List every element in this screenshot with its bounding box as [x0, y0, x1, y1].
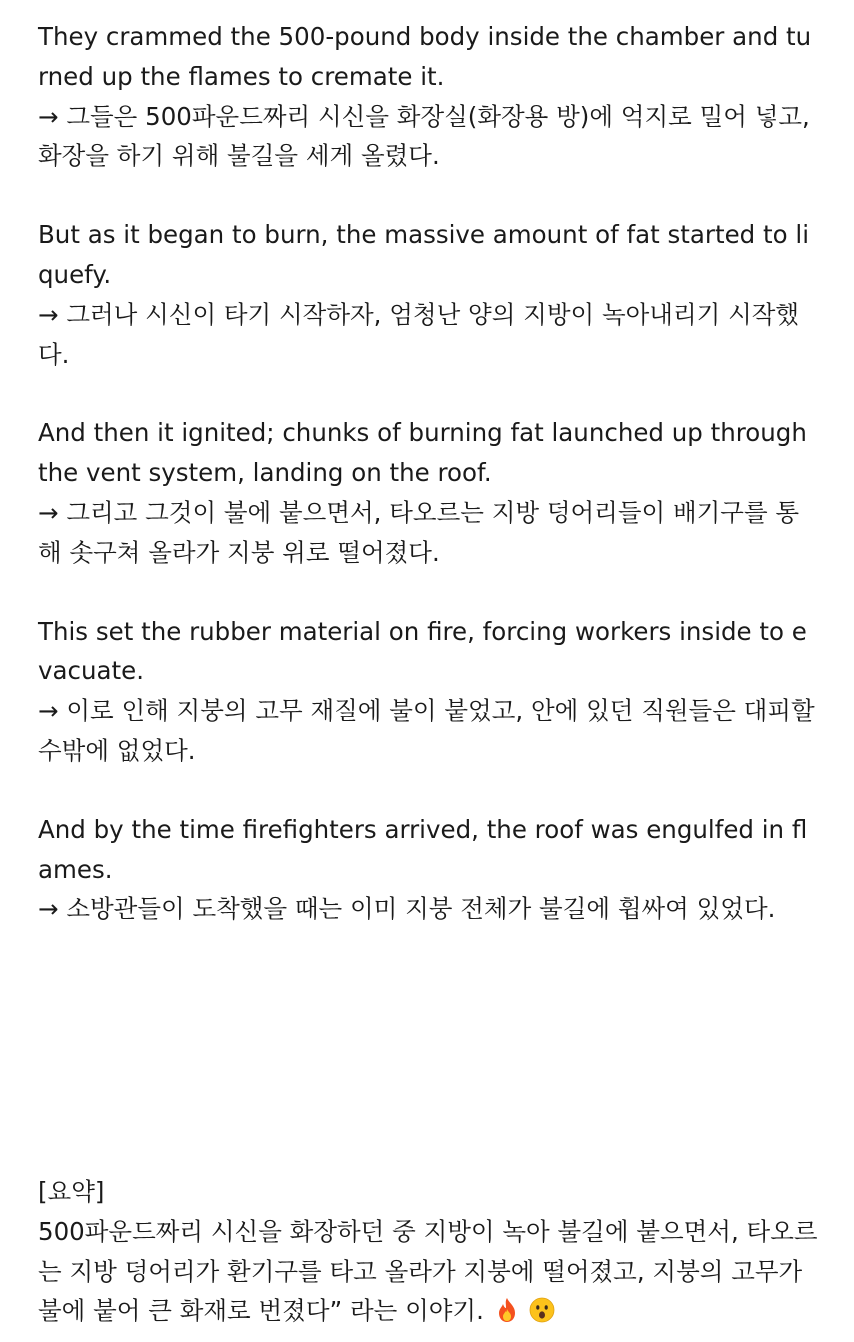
astonished-face-icon — [529, 1297, 555, 1323]
summary-section — [38, 1172, 818, 1331]
translation-text — [38, 17, 818, 968]
korean-translation: → 그들은 500파운드짜리 시신을 화장실(화장용 방)에 억지로 밀어 넣고, 화장을 하기 위해 불길을 세게 올렸다. — [38, 101, 810, 171]
paragraph-5 — [38, 810, 818, 929]
paragraph-4 — [38, 612, 818, 771]
fire-icon — [494, 1297, 520, 1323]
paragraph-3 — [38, 413, 818, 572]
english-sentence: And then it ignited; chunks of burning fat launched up through the vent system, landing on the roof. — [38, 418, 807, 488]
korean-translation: → 소방관들이 도착했을 때는 이미 지붕 전체가 불길에 휩싸여 있었다. — [38, 894, 776, 924]
english-sentence: This set the rubber material on fire, forcing workers inside to evacuate. — [38, 616, 807, 686]
korean-translation: → 그러나 시신이 타기 시작하자, 엄청난 양의 지방이 녹아내리기 시작했다. — [38, 299, 800, 369]
korean-translation: → 이로 인해 지붕의 고무 재질에 불이 붙었고, 안에 있던 직원들은 대피할 수밖에 없었다. — [38, 696, 815, 765]
english-sentence: But as it began to burn, the massive amount of fat started to liquefy. — [38, 220, 810, 289]
paragraph-1 — [38, 17, 818, 176]
english-sentence: They crammed the 500-pound body inside the chamber and turned up the flames to cremate it. — [38, 22, 812, 91]
summary-body: 500파운드짜리 시신을 화장하던 중 지방이 녹아 불길에 붙으면서, 타오르는 지방 덩어리가 환기구를 타고 올라가 지붕에 떨어졌고, 지붕의 고무가 불에 붙어 큰 화재로 번졌다” 라는 이야기. — [38, 1216, 818, 1326]
english-sentence: And by the time firefighters arrived, the roof was engulfed in flames. — [38, 814, 808, 884]
korean-translation: → 그리고 그것이 불에 붙으면서, 타오르는 지방 덩어리들이 배기구를 통해 솟구쳐 올라가 지붕 위로 떨어졌다. — [38, 497, 800, 567]
summary-heading: [요약] — [38, 1177, 105, 1206]
paragraph-2 — [38, 215, 818, 374]
